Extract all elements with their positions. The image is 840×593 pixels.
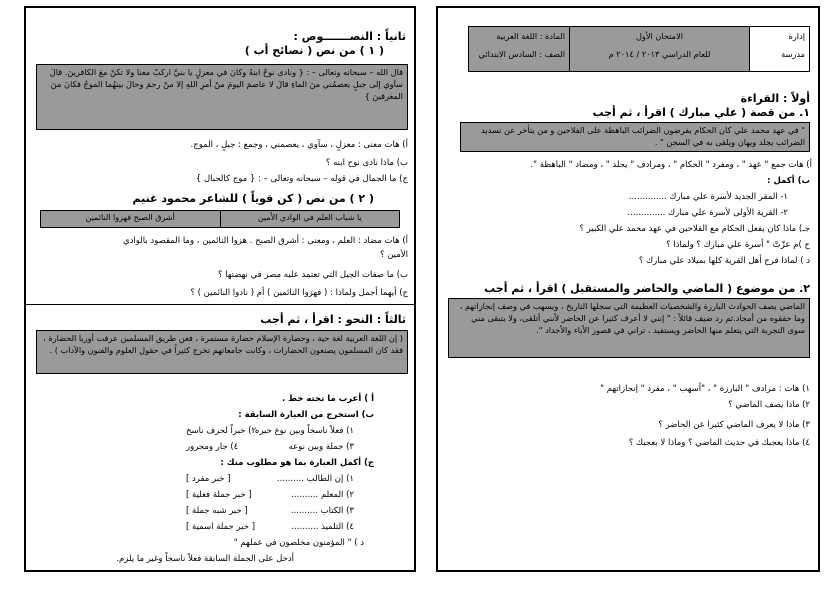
- grammar-c-hint-1: [ خبر مفرد ]: [186, 474, 231, 484]
- text1-question-b: ب) ماذا نادى نوح ابنه ؟: [325, 158, 408, 168]
- exam-sheet-right: [436, 6, 820, 572]
- reading1-question-d: ح )م عزّتْ " أسرة علي مبارك ؟ ولماذا ؟: [666, 240, 810, 250]
- text2-question-b: ب) ما صفات الجيل التي تعتمد عليه مصر في نهضتها ؟: [217, 270, 408, 280]
- reading2-passage-box: [448, 298, 810, 358]
- text1-heading: ( ١ ) من نص ( نصائح أب ): [244, 44, 384, 57]
- quran-quote: قال الله – سبحانه وتعالى – : { ونادى نوحٌ ابنهُ وكانَ في معزلٍ يا بنيَّ اركبْ معنا ولا تكنْ معَ الكافرينَ. قالَ سآوي إلى جبلٍ يعصمُني منَ الماءِ قالَ لا عاصمَ اليومَ منْ أمرِ اللهِ إلا منْ رحمَ وحالَ بينهُما الموجُ فكانَ منَ المغرقينَ }: [49, 67, 403, 101]
- reading2-question-3: ٣) ماذا لا يعرف الماضي كثيرا عن الحاضر ؟: [658, 420, 810, 430]
- reading1-heading: ١. من قصة ( علي مبارك ) اقرأ ، ثم أجب: [592, 106, 810, 119]
- grammar-passage: ( إن اللغة العربية لغة حية ، وحضارة الإسلام حضارة مستمرة ، فعن طريق المسلمين عرفت أوربا الحضارة ، فقد كان المسلمون يصنعون الحضارات ، وكانت جامعاتهم تخرج كثيراً في حقول العلوم والفنون والآداب ) .: [43, 333, 403, 355]
- exam-sheet-left: [24, 6, 416, 572]
- reading2-question-1: ١) هات : مرادف " البارزة " ، "أسهب " ، مفرد " إنجازاتهم ": [600, 384, 810, 394]
- grammar-c-item-3: ٣) الكتاب ..........: [290, 506, 354, 516]
- header-admin: إدارة: [788, 31, 805, 41]
- header-subject: المادة : اللغة العربية: [496, 31, 565, 41]
- reading2-passage: الماضي يصف الحوادث البارزة والشخصيات العظيمة التي سجلها التاريخ ، ويسهب في وصف إنجازاتهم ، وما حققوه من أمجاد.ثم رد ضيف قائلاً : " إنني لا أعرف كثيرا عن الحاضر لأنني أتلقى، ولا يتبقى مني سوى التجربة التي يتعلم منها الحاضر ويستفيد ، تراني في قصور الأباء والأجداد ".: [459, 301, 805, 335]
- grammar-c-item-4: ٤) التلميذ ..........: [291, 522, 354, 532]
- grammar-c-item-2: ٢) المعلم ..........: [291, 490, 354, 500]
- header-exam-title: الامتحان الأول: [635, 31, 684, 41]
- header-school: مدرسة: [781, 49, 805, 59]
- header-year: للعام الدراسي ٢٠١٣ / ٢٠١٤ م: [608, 49, 711, 59]
- grammar-question-b: ب) استخرج من العبارة السابقة :: [238, 410, 374, 420]
- header-school-cell: [749, 27, 809, 71]
- reading1-question-b: ب) أكمل :: [767, 176, 810, 186]
- text1-question-a: أ) هات معنى : معزلٍ ، سآوي ، يعصمني ، وجمع : جبلٍ ، الموج.: [190, 140, 408, 150]
- section-title-grammar: ثالثاً : النحو : اقرأ ، ثم أجب: [260, 313, 406, 326]
- grammar-b-item-4: ٤) جار ومجرور: [186, 442, 239, 452]
- header-subject-cell: [469, 27, 569, 71]
- grammar-b-item-1: ١) فعلاً ناسخاً وبين نوع خبره: [254, 426, 354, 436]
- header-exam-cell: [569, 27, 749, 71]
- section-title-texts: ثانياً : النصـــــــوص :: [293, 30, 406, 43]
- section-title-reading: أولاً : القراءة: [740, 92, 810, 105]
- reading1-question-a: أ) هات جمع " عهد " ، ومفرد " الحكام " ، ومرادف " يجلد " ، ومضاد " الباهظة ".: [530, 160, 812, 170]
- grammar-question-d: د ) " المؤمنون مخلصون في عملهم ": [233, 538, 364, 548]
- text2-question-a-cont: الأمين ؟: [379, 250, 408, 260]
- text1-question-c: ج) ما الجمال في قوله – سبحانه وتعالى – : { موج كالجبال }: [195, 174, 408, 184]
- reading1-passage-box: [460, 122, 810, 152]
- section-divider: [26, 304, 414, 305]
- grammar-passage-box: [36, 330, 408, 374]
- grammar-c-hint-2: [ خبر جملة فعلية ]: [186, 490, 252, 500]
- reading2-question-4: ٤) ماذا يعجبك في حديث الماضي ؟ وماذا لا يعجبك ؟: [628, 438, 810, 448]
- grammar-c-item-1: ١) إن الطالب ..........: [276, 474, 354, 484]
- text2-heading: ( ٢ ) من نص ( كن قوياً ) للشاعر محمود غنيم: [132, 192, 374, 205]
- reading1-question-e: د ) لماذا فرح أهل القرية كلها بميلاد علي مبارك ؟: [638, 256, 810, 266]
- quran-quote-box: [36, 64, 408, 130]
- poem-verse-box: [40, 210, 400, 228]
- grammar-c-hint-4: [ خبر جملة اسمية ]: [186, 522, 256, 532]
- reading2-question-2: ٢) ماذا يصف الماضي ؟: [728, 400, 810, 410]
- grammar-question-a: أ ) أعرب ما تحته خط .: [282, 394, 374, 404]
- text2-question-a: أ) هات مضاد : العلم ، ومعنى : أشرق الصبح . هزوا النائمين ، وما المقصود بالوادي: [122, 236, 408, 246]
- reading1-b-item-1: ١- المقر الجديد لأسرة علي مبارك ..............: [628, 192, 788, 202]
- grammar-question-c: ج) أكمل العبارة بما هو مطلوب منك :: [220, 458, 374, 468]
- reading1-passage: " في عهد محمد علي كان الحكام يفرضون الضرائب الباهظة على الفلاحين و من يتأخر عن تسديد الضرائب يجلد ويهان ويلقى به في السجن " .: [481, 125, 805, 147]
- reading1-question-c: جـ) ماذا كان يفعل الحكام مع الفلاحين في عهد محمد علي الكبير ؟: [579, 224, 810, 234]
- verse-second-half: أشرق الصبح فهزوا النائمين: [41, 211, 221, 227]
- reading2-heading: ٢. من موضوع ( الماضي والحاضر والمستقبل ) اقرأ ، ثم أجب: [484, 282, 810, 295]
- verse-first-half: يا شباب العلم في الوادي الأمين: [257, 213, 362, 222]
- grammar-question-d-instruction: أدخل على الجملة السابقة فعلاً ناسخاً وغير ما يلزم.: [116, 554, 294, 564]
- exam-header: [468, 26, 810, 72]
- reading1-b-item-2: ٢- القرية الأولى لأسرة علي مبارك ..............: [627, 208, 788, 218]
- header-grade: الصف : السادس الابتدائي: [478, 49, 565, 59]
- text2-question-c: ج) أيهما أجمل ولماذا : ( فهزوا النائمين ) أم ( نادوا النائمين ) ؟: [190, 288, 408, 298]
- grammar-c-hint-3: [ خبر شبه جملة ]: [186, 506, 248, 516]
- grammar-b-item-3: ٣) جملة وبين نوعه: [288, 442, 354, 452]
- grammar-b-item-2: ٢) خبراً لحرف ناسخ: [186, 426, 257, 436]
